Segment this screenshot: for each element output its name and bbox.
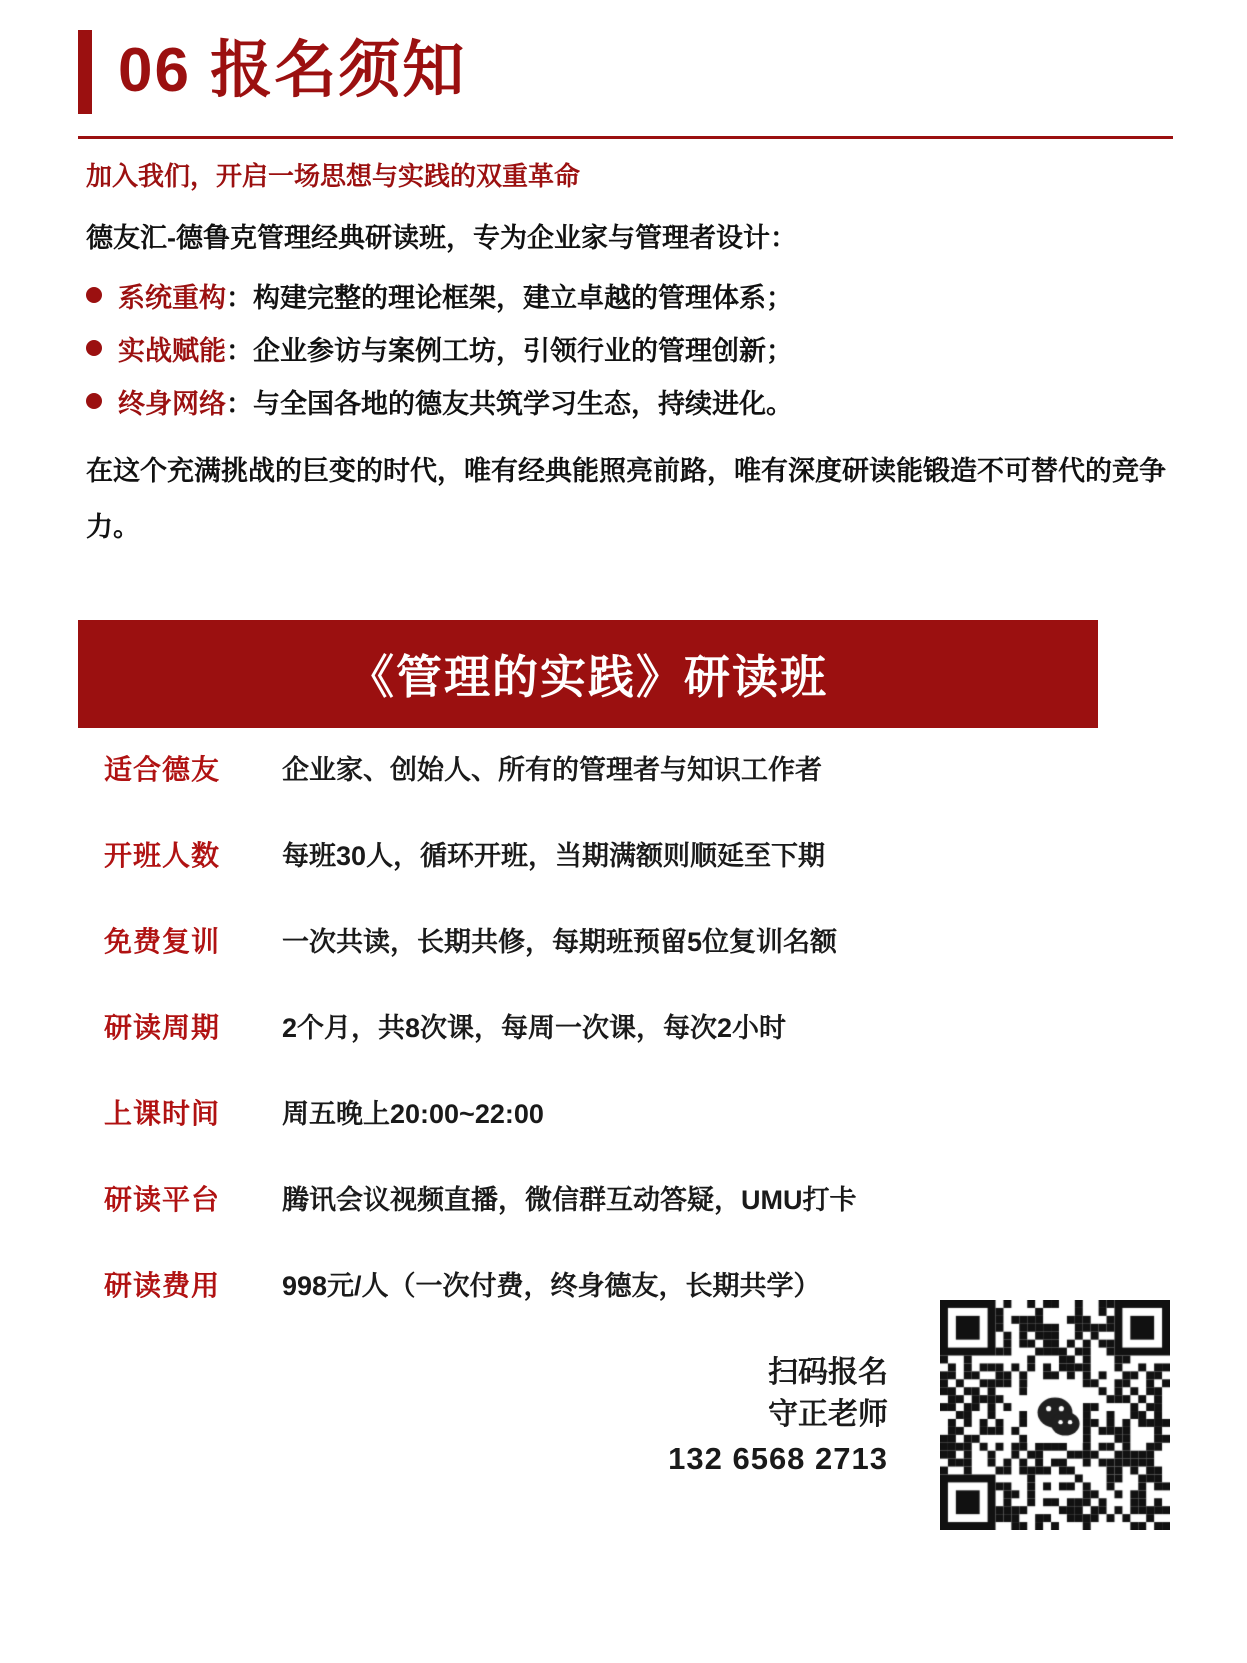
page-header — [0, 24, 1247, 120]
scan-instruction-line1: 扫码报名 — [768, 1356, 888, 1389]
feature-term: 实战赋能 — [118, 336, 226, 366]
list-item — [86, 276, 1176, 315]
course-banner-title: 《管理的实践》研读班 — [348, 651, 828, 703]
qr-code-icon[interactable] — [940, 1300, 1170, 1530]
header-divider — [78, 136, 1173, 139]
feature-term: 系统重构 — [118, 283, 226, 313]
detail-label: 开班人数 — [104, 840, 221, 871]
table-row — [86, 1006, 1166, 1092]
detail-label: 研读平台 — [104, 1184, 221, 1215]
detail-value: 一次共读，长期共修，每期班预留5位复训名额 — [282, 927, 838, 957]
detail-label: 研读周期 — [104, 1012, 221, 1043]
feature-separator: ： — [226, 389, 253, 419]
signup-contact-block — [638, 1352, 888, 1482]
bullet-dot-icon — [86, 287, 102, 303]
table-row — [86, 1178, 1166, 1264]
feature-text: 与全国各地的德友共筑学习生态，持续进化。 — [253, 389, 793, 419]
bullet-dot-icon — [86, 340, 102, 356]
header-accent-bar — [78, 30, 92, 114]
detail-value: 2个月，共8次课，每周一次课，每次2小时 — [282, 1013, 787, 1043]
intro-kicker: 加入我们，开启一场思想与实践的双重革命 — [86, 161, 581, 191]
feature-list — [86, 276, 1176, 421]
feature-text: 企业参访与案例工坊，引领行业的管理创新； — [253, 336, 793, 366]
detail-label: 免费复训 — [104, 926, 221, 957]
table-row — [86, 748, 1166, 834]
course-details-table — [86, 748, 1166, 1350]
detail-label: 适合德友 — [104, 754, 221, 785]
table-row — [86, 920, 1166, 1006]
list-item — [86, 382, 1176, 421]
feature-separator: ： — [226, 336, 253, 366]
feature-text: 构建完整的理论框架，建立卓越的管理体系； — [253, 283, 793, 313]
contact-phone: 132 6568 2713 — [668, 1441, 888, 1476]
detail-label: 研读费用 — [104, 1270, 221, 1301]
signup-footer — [640, 1300, 1170, 1530]
intro-section — [86, 156, 1176, 555]
intro-closing-statement: 在这个充满挑战的巨变的时代，唯有经典能照亮前路，唯有深度研读能锻造不可替代的竞争力。 — [86, 456, 1166, 542]
intro-lead: 德友汇-德鲁克管理经典研读班，专为企业家与管理者设计： — [86, 223, 797, 253]
feature-separator: ： — [226, 283, 253, 313]
detail-value: 企业家、创始人、所有的管理者与知识工作者 — [282, 755, 822, 785]
scan-instruction-line2: 守正老师 — [768, 1398, 888, 1431]
course-banner — [78, 620, 1098, 728]
table-row — [86, 1092, 1166, 1178]
detail-label: 上课时间 — [104, 1098, 221, 1129]
page-title: 06 报名须知 — [118, 36, 467, 105]
detail-value: 腾讯会议视频直播，微信群互动答疑，UMU打卡 — [282, 1185, 857, 1215]
feature-term: 终身网络 — [118, 389, 226, 419]
detail-value: 每班30人，循环开班，当期满额则顺延至下期 — [282, 841, 826, 871]
detail-value: 998元/人（一次付费，终身德友，长期共学） — [282, 1271, 821, 1301]
list-item — [86, 329, 1176, 368]
bullet-dot-icon — [86, 393, 102, 409]
table-row — [86, 834, 1166, 920]
detail-value: 周五晚上20:00~22:00 — [282, 1099, 544, 1129]
